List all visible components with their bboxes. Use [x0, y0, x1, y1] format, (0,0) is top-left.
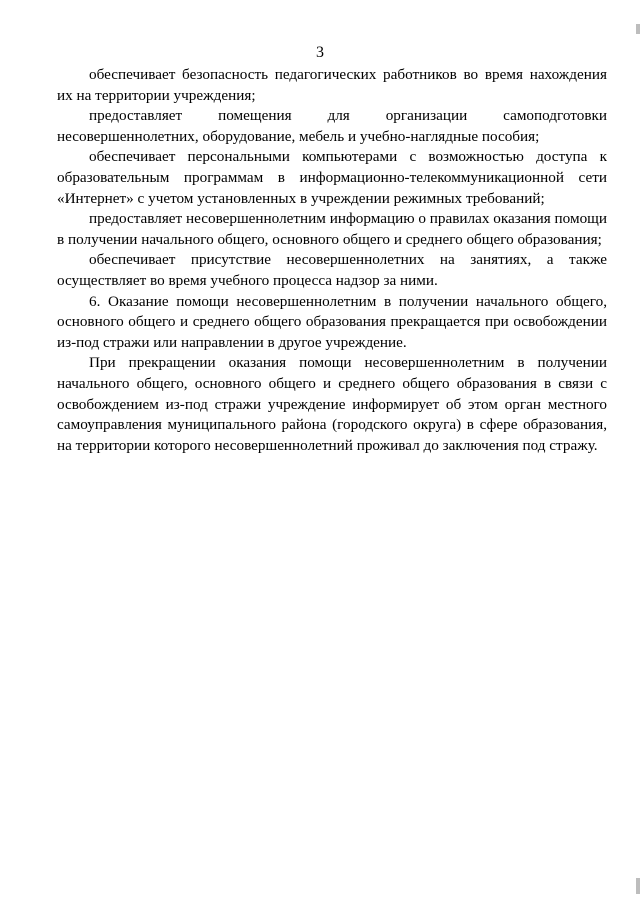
paragraph-premises: предоставляет помещения для организации самоподготовки несовершеннолетних, оборудование, мебель и учебно-наглядные пособия; [57, 107, 607, 145]
paragraph-information: предоставляет несовершеннолетним информацию о правилах оказания помощи в получении начального общего, основного общего и среднего общего образования; [57, 210, 607, 248]
scan-mark [636, 24, 640, 34]
paragraph-teacher-safety: обеспечивает безопасность педагогических работников во время нахождения их на территории учреждения; [57, 66, 607, 104]
scan-mark [636, 878, 640, 894]
paragraph-termination: При прекращении оказания помощи несовершеннолетним в получении начального общего, основного общего и среднего общего образования в связи с освобождением из-под стражи учреждение информирует об этом орган местного самоуправления муниципального района (городского округа) в сфере образования, на территории которого несовершеннолетний проживал до заключения под стражу. [57, 354, 607, 454]
document-body [57, 65, 607, 456]
paragraph-attendance: обеспечивает присутствие несовершеннолетних на занятиях, а также осуществляет во время учебного процесса надзор за ними. [57, 251, 607, 289]
page-number: 3 [316, 44, 324, 61]
paragraph-item-6: 6. Оказание помощи несовершеннолетним в получении начального общего, основного общего и среднего общего образования прекращается при освобождении из-под стражи или направлении в другое учреждение. [57, 292, 607, 351]
paragraph-computers: обеспечивает персональными компьютерами с возможностью доступа к образовательным программам в информационно-телекоммуникационной сети «Интернет» с учетом установленных в учреждении режимных требований; [57, 148, 607, 207]
